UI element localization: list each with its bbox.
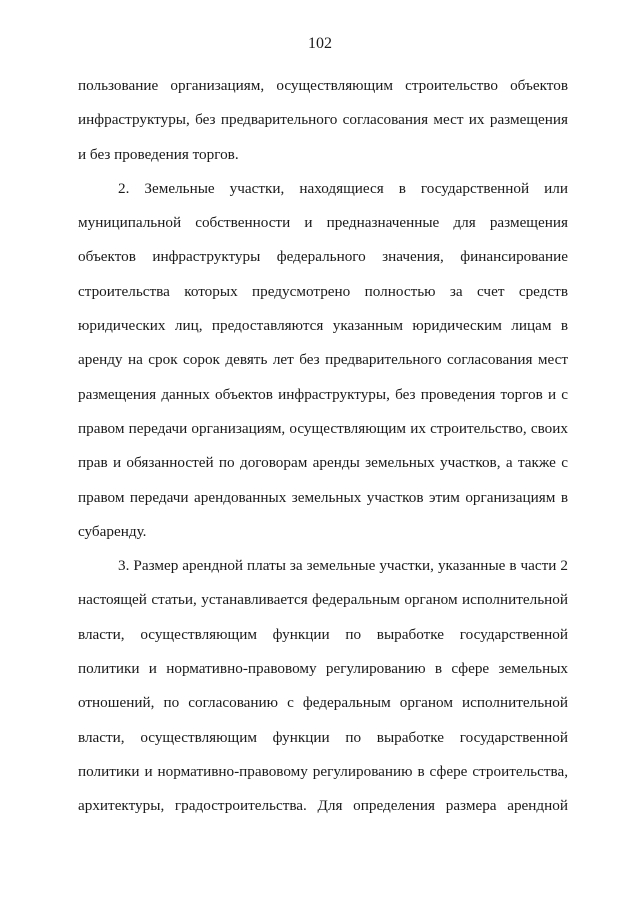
page-number: 102 — [308, 35, 332, 52]
document-body — [78, 69, 568, 824]
text-line: архитектуры, градостроительства. Для определения размера арендной — [78, 797, 568, 815]
text-line: правом передачи арендованных земельных участков этим организациям в — [78, 488, 568, 506]
paragraph-2 — [78, 172, 568, 549]
text-line: субаренду. — [78, 522, 147, 540]
text-line: объектов инфраструктуры федерального значения, финансирование — [78, 248, 568, 266]
text-line: политики и нормативно-правовому регулированию в сфере земельных — [78, 660, 568, 678]
paragraph-1 — [78, 69, 568, 172]
text-line: настоящей статьи, устанавливается федеральным органом исполнительной — [78, 591, 568, 609]
text-line: власти, осуществляющим функции по выработке государственной — [78, 625, 568, 643]
text-line: пользование организациям, осуществляющим строительство объектов — [78, 77, 568, 94]
text-line: аренду на срок сорок девять лет без предварительного согласования мест — [78, 351, 568, 369]
text-line: правом передачи организациям, осуществляющим их строительство, своих — [78, 419, 568, 437]
text-line: и без проведения торгов. — [78, 145, 239, 163]
text-line: строительства которых предусмотрено полностью за счет средств — [78, 282, 568, 300]
text-line: размещения данных объектов инфраструктуры, без проведения торгов и с — [78, 385, 568, 403]
text-line: отношений, по согласованию с федеральным органом исполнительной — [78, 694, 568, 712]
text-line: муниципальной собственности и предназначенные для размещения — [78, 214, 568, 232]
paragraph-3 — [78, 549, 568, 823]
text-line: власти, осуществляющим функции по выработке государственной — [78, 728, 568, 746]
text-line: прав и обязанностей по договорам аренды земельных участков, а также с — [78, 454, 568, 472]
text-line: юридических лиц, предоставляются указанным юридическим лицам в — [78, 317, 568, 335]
text-line: 2. Земельные участки, находящиеся в государственной или — [118, 179, 568, 197]
text-line: политики и нормативно-правовому регулированию в сфере строительства, — [78, 762, 568, 780]
text-line: 3. Размер арендной платы за земельные участки, указанные в части 2 — [118, 557, 568, 575]
text-line: инфраструктуры, без предварительного согласования мест их размещения — [78, 111, 568, 129]
